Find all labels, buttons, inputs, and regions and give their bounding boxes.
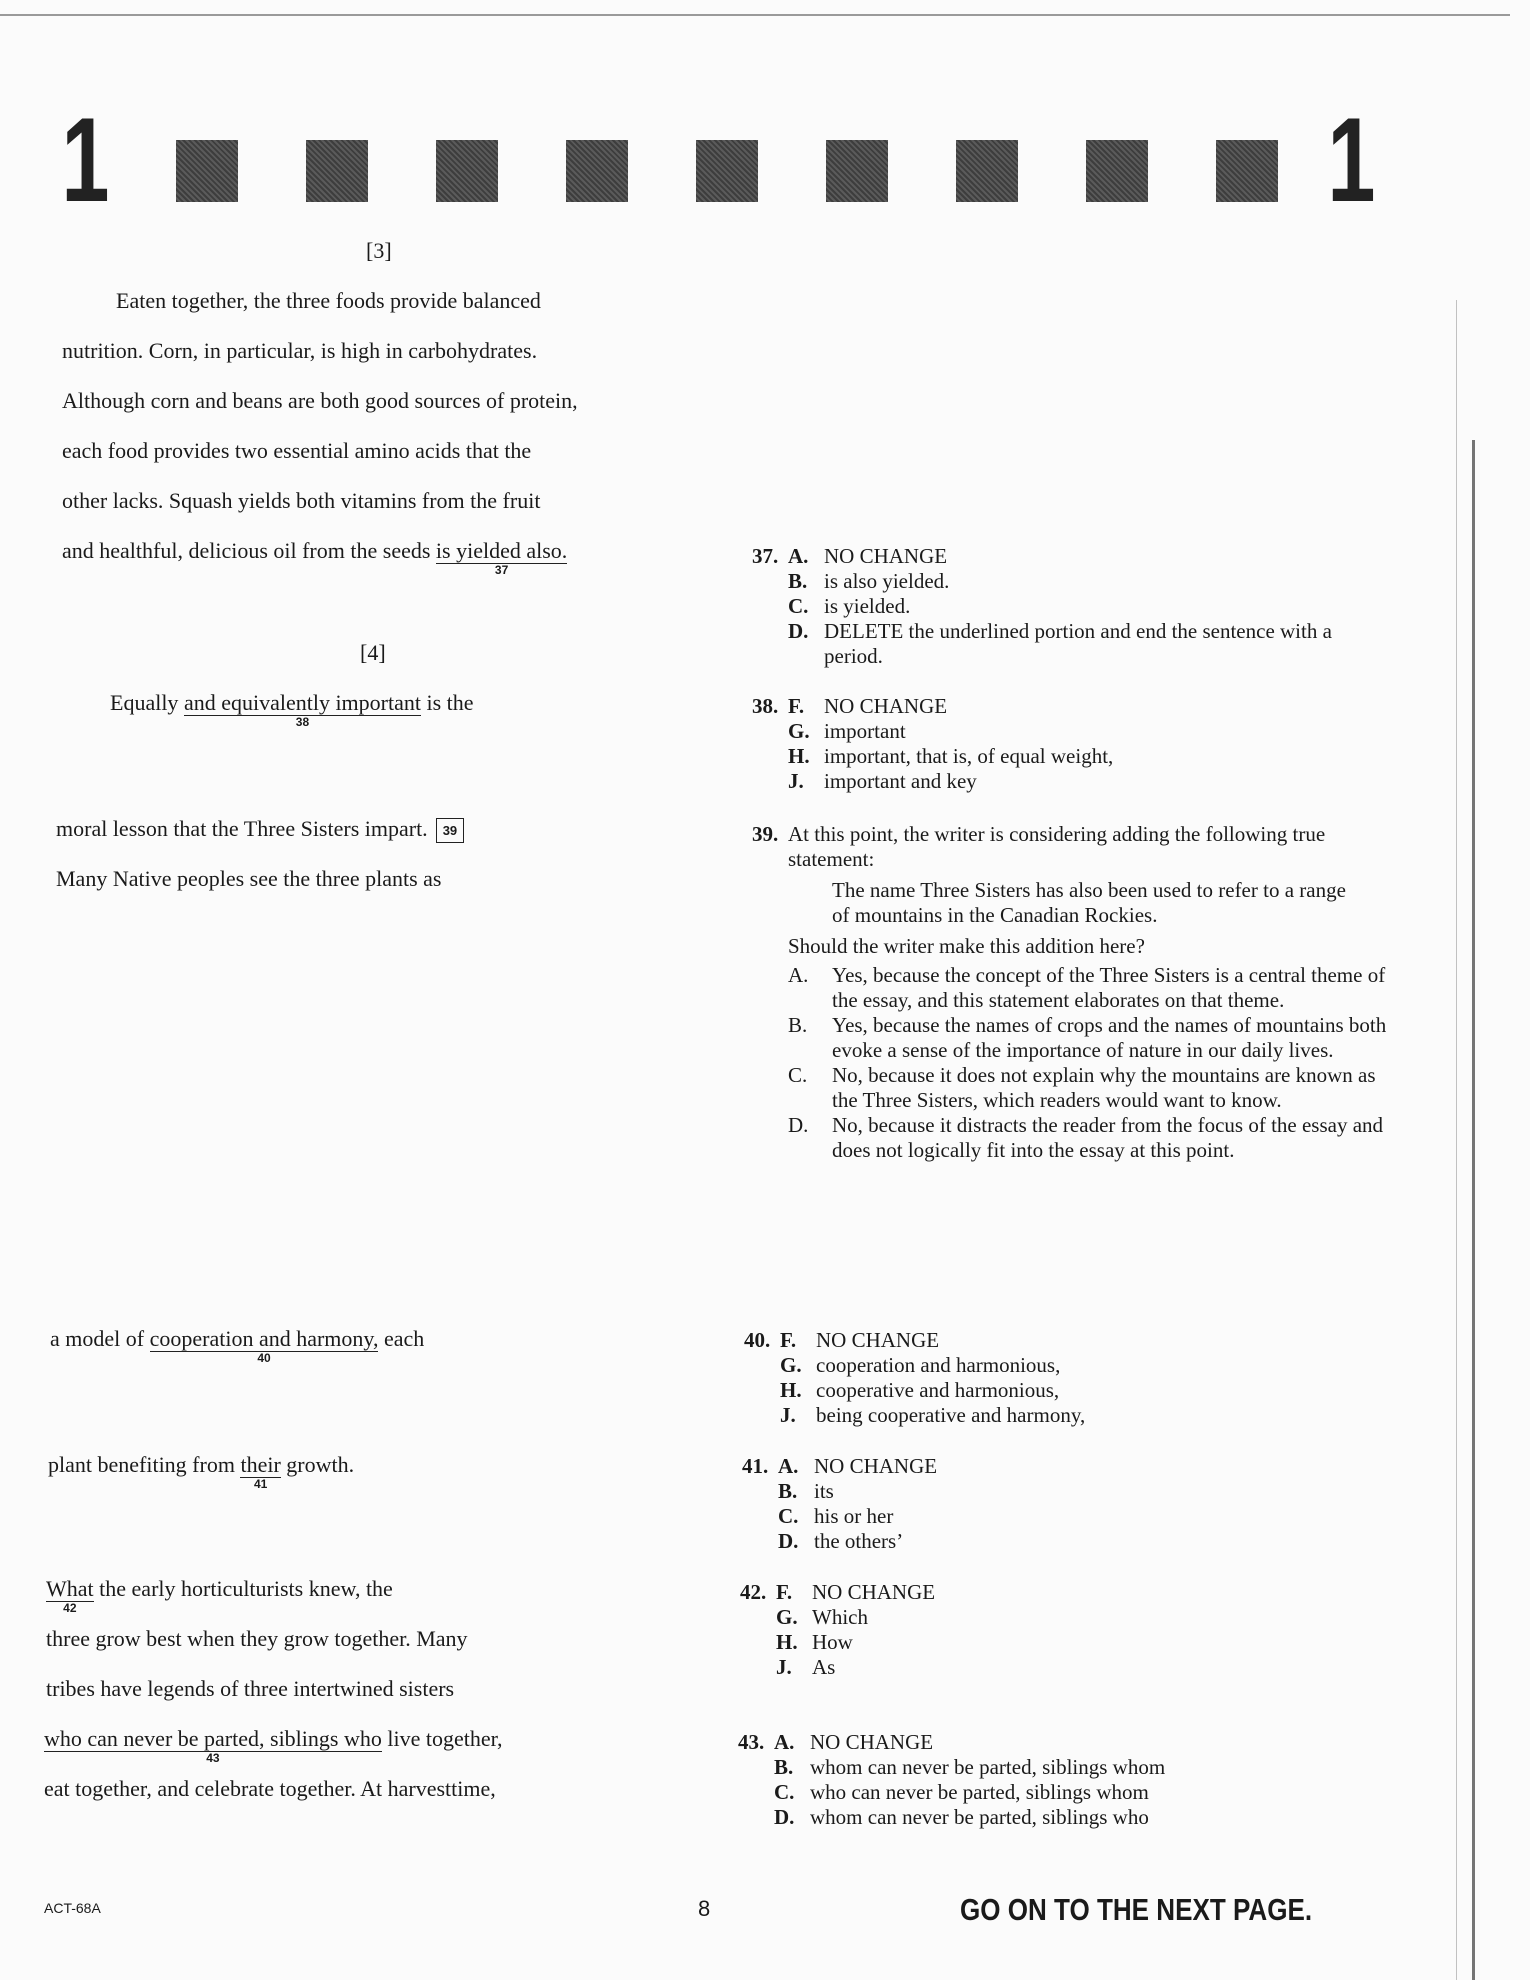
option-text: important xyxy=(824,719,906,743)
question-43 xyxy=(738,1730,1378,1830)
answer-option[interactable] xyxy=(788,594,1392,619)
option-letter: A. xyxy=(778,1454,799,1478)
option-letter: C. xyxy=(774,1780,795,1804)
answer-option[interactable] xyxy=(788,619,1392,669)
option-letter: H. xyxy=(780,1378,802,1402)
underlined-text: their xyxy=(240,1452,281,1477)
underlined-portion-40[interactable] xyxy=(149,1326,379,1366)
question-ref: 41 xyxy=(253,1477,268,1492)
option-letter: A. xyxy=(774,1730,795,1754)
question-ref: 40 xyxy=(257,1351,271,1366)
option-letter: B. xyxy=(788,569,808,593)
question-box-39[interactable]: 39 xyxy=(436,818,464,843)
option-letter: H. xyxy=(776,1630,798,1654)
answer-option[interactable] xyxy=(778,1529,1382,1554)
option-letter: C. xyxy=(788,1063,808,1087)
option-text: important and key xyxy=(824,769,977,793)
option-letter: G. xyxy=(776,1605,798,1629)
option-letter: D. xyxy=(778,1529,799,1553)
answer-option[interactable] xyxy=(788,963,1392,1013)
option-text: Yes, because the names of crops and the names of mountains both evoke a sense of the importance of nature in our daily lives. xyxy=(832,1013,1387,1062)
option-text: NO CHANGE xyxy=(812,1580,936,1604)
passage-text: the early horticulturists knew, the xyxy=(93,1576,393,1601)
passage-line: three grow best when they grow together. Many xyxy=(46,1626,468,1651)
answer-option[interactable] xyxy=(788,719,1392,744)
option-text: NO CHANGE xyxy=(810,1730,934,1754)
answer-option[interactable] xyxy=(780,1403,1384,1428)
answer-option[interactable] xyxy=(776,1580,1380,1605)
answer-option[interactable] xyxy=(788,544,1392,569)
option-text: cooperation and harmonious, xyxy=(816,1353,1061,1377)
answer-option[interactable] xyxy=(788,1013,1392,1063)
question-ref: 42 xyxy=(63,1601,77,1616)
option-letter: G. xyxy=(780,1353,802,1377)
header-block xyxy=(436,140,498,202)
answer-option[interactable] xyxy=(774,1780,1378,1805)
option-text: DELETE the underlined portion and end the sentence with a period. xyxy=(824,619,1332,668)
passage-line xyxy=(50,1326,425,1366)
paragraph-number: [4] xyxy=(360,640,386,665)
option-text: NO CHANGE xyxy=(816,1328,940,1352)
question-39 xyxy=(752,822,1392,1163)
question-number: 37. xyxy=(752,544,779,568)
passage-text: and healthful, delicious oil from the seeds xyxy=(62,538,436,563)
answer-option[interactable] xyxy=(780,1353,1384,1378)
page-edge-line xyxy=(1456,300,1457,1980)
answer-option[interactable] xyxy=(778,1504,1382,1529)
option-text: the others’ xyxy=(814,1529,904,1553)
answer-option[interactable] xyxy=(780,1328,1384,1353)
page-edge-line xyxy=(1472,440,1475,1980)
question-ref: 37 xyxy=(494,563,509,578)
passage-line: eat together, and celebrate together. At harvesttime, xyxy=(44,1776,496,1801)
option-letter: G. xyxy=(788,719,810,743)
answer-option[interactable] xyxy=(788,1063,1392,1113)
passage-line xyxy=(44,1726,503,1766)
section-number-left: 1 xyxy=(61,93,110,227)
answer-option[interactable] xyxy=(778,1479,1382,1504)
option-text: Which xyxy=(812,1605,868,1629)
question-40 xyxy=(744,1328,1384,1428)
underlined-text: What xyxy=(46,1576,94,1601)
option-letter: D. xyxy=(788,1113,809,1137)
passage-line: Although corn and beans are both good sources of protein, xyxy=(62,388,578,413)
option-text: important, that is, of equal weight, xyxy=(824,744,1114,768)
underlined-portion-37[interactable] xyxy=(435,538,568,578)
passage-text: is the xyxy=(421,690,474,715)
answer-option[interactable] xyxy=(788,569,1392,594)
option-letter: A. xyxy=(788,963,809,987)
option-letter: J. xyxy=(780,1403,796,1427)
option-text: How xyxy=(812,1630,853,1654)
question-42 xyxy=(740,1580,1380,1680)
option-text: Yes, because the concept of the Three Sisters is a central theme of the essay, and this statement elaborates on that theme. xyxy=(832,963,1386,1012)
option-letter: B. xyxy=(774,1755,794,1779)
passage-text: plant benefiting from xyxy=(48,1452,241,1477)
passage-line: Eaten together, the three foods provide balanced xyxy=(116,288,541,313)
option-text: whom can never be parted, siblings whom xyxy=(810,1755,1166,1779)
option-text: No, because it distracts the reader from the focus of the essay and does not logically fit into the essay at this point. xyxy=(832,1113,1384,1162)
answer-option[interactable] xyxy=(788,694,1392,719)
underlined-portion-38[interactable] xyxy=(183,690,421,730)
question-ref: 38 xyxy=(295,715,310,730)
form-code: ACT-68A xyxy=(44,1900,101,1916)
underlined-portion-42[interactable] xyxy=(46,1576,94,1616)
option-text: cooperative and harmonious, xyxy=(816,1378,1060,1402)
option-text: being cooperative and harmony, xyxy=(816,1403,1086,1427)
next-page-instruction: GO ON TO THE NEXT PAGE. xyxy=(960,1892,1313,1927)
header-block xyxy=(826,140,888,202)
answer-option[interactable] xyxy=(778,1454,1382,1479)
option-text: his or her xyxy=(814,1504,894,1528)
answer-option[interactable] xyxy=(776,1605,1380,1630)
passage-text: each xyxy=(378,1326,425,1351)
option-letter: F. xyxy=(776,1580,793,1604)
option-text: As xyxy=(812,1655,836,1679)
option-letter: F. xyxy=(788,694,805,718)
passage-line xyxy=(110,690,474,730)
answer-option[interactable] xyxy=(788,744,1392,769)
header-block xyxy=(1086,140,1148,202)
question-ref: 43 xyxy=(206,1751,220,1766)
answer-option[interactable] xyxy=(788,769,1392,794)
underlined-text: cooperation and harmony, xyxy=(149,1326,379,1351)
option-text: is yielded. xyxy=(824,594,911,618)
header-block xyxy=(566,140,628,202)
passage-line xyxy=(56,816,464,843)
underlined-portion-41[interactable] xyxy=(240,1452,281,1492)
proposed-statement: The name Three Sisters has also been used to refer to a range of mountains in the Canadian Rockies. xyxy=(832,878,1346,927)
question-number: 41. xyxy=(742,1454,769,1478)
passage-line: other lacks. Squash yields both vitamins from the fruit xyxy=(62,488,541,513)
question-38 xyxy=(752,694,1392,794)
question-number: 40. xyxy=(744,1328,771,1352)
header-block xyxy=(176,140,238,202)
passage-text: live together, xyxy=(381,1726,503,1751)
passage-line xyxy=(62,538,568,578)
answer-option[interactable] xyxy=(776,1630,1380,1655)
underlined-text: is yielded also. xyxy=(435,538,568,563)
option-letter: D. xyxy=(788,619,809,643)
question-37 xyxy=(752,544,1392,669)
passage-text: growth. xyxy=(280,1452,355,1477)
header-block xyxy=(1216,140,1278,202)
question-prompt: Should the writer make this addition here? xyxy=(788,934,1145,958)
passage-line xyxy=(48,1452,355,1492)
answer-option[interactable] xyxy=(780,1378,1384,1403)
option-letter: F. xyxy=(780,1328,797,1352)
option-letter: B. xyxy=(778,1479,798,1503)
option-text: NO CHANGE xyxy=(824,694,948,718)
option-letter: C. xyxy=(788,594,809,618)
option-text: NO CHANGE xyxy=(814,1454,938,1478)
option-text: No, because it does not explain why the mountains are known as the Three Sisters, which readers would want to know. xyxy=(832,1063,1376,1112)
passage-line: tribes have legends of three intertwined sisters xyxy=(46,1676,455,1701)
passage-line xyxy=(46,1576,393,1616)
option-letter: A. xyxy=(788,544,809,568)
option-letter: B. xyxy=(788,1013,808,1037)
question-stem: At this point, the writer is considering adding the following true statement: xyxy=(788,822,1326,871)
passage-text: a model of xyxy=(50,1326,150,1351)
answer-option[interactable] xyxy=(788,1113,1392,1163)
answer-option[interactable] xyxy=(774,1730,1378,1755)
paragraph-number: [3] xyxy=(366,238,392,263)
passage-line: Many Native peoples see the three plants as xyxy=(56,866,442,891)
passage-line: nutrition. Corn, in particular, is high in carbohydrates. xyxy=(62,338,538,363)
option-letter: C. xyxy=(778,1504,799,1528)
question-41 xyxy=(742,1454,1382,1554)
underlined-text: and equivalently important xyxy=(183,690,421,715)
question-number: 42. xyxy=(740,1580,767,1604)
top-rule xyxy=(0,14,1510,16)
header-block xyxy=(696,140,758,202)
underlined-text: who can never be parted, siblings who xyxy=(44,1726,382,1751)
question-number: 43. xyxy=(738,1730,765,1754)
answer-option[interactable] xyxy=(776,1655,1380,1680)
question-number: 39. xyxy=(752,822,779,846)
passage-text: Equally xyxy=(110,690,184,715)
option-text: whom can never be parted, siblings who xyxy=(810,1805,1149,1829)
option-letter: J. xyxy=(788,769,804,793)
header-block xyxy=(956,140,1018,202)
option-text: is also yielded. xyxy=(824,569,950,593)
option-text: its xyxy=(814,1479,834,1503)
passage-text: moral lesson that the Three Sisters impart. xyxy=(56,816,428,841)
option-letter: J. xyxy=(776,1655,792,1679)
option-letter: D. xyxy=(774,1805,795,1829)
underlined-portion-43[interactable] xyxy=(44,1726,382,1766)
passage-line: each food provides two essential amino acids that the xyxy=(62,438,532,463)
option-text: NO CHANGE xyxy=(824,544,948,568)
question-number: 38. xyxy=(752,694,779,718)
option-text: who can never be parted, siblings whom xyxy=(810,1780,1149,1804)
page-number: 8 xyxy=(698,1896,711,1921)
answer-option[interactable] xyxy=(774,1805,1378,1830)
header-block xyxy=(306,140,368,202)
answer-option[interactable] xyxy=(774,1755,1378,1780)
option-letter: H. xyxy=(788,744,810,768)
section-number-right: 1 xyxy=(1327,93,1376,227)
